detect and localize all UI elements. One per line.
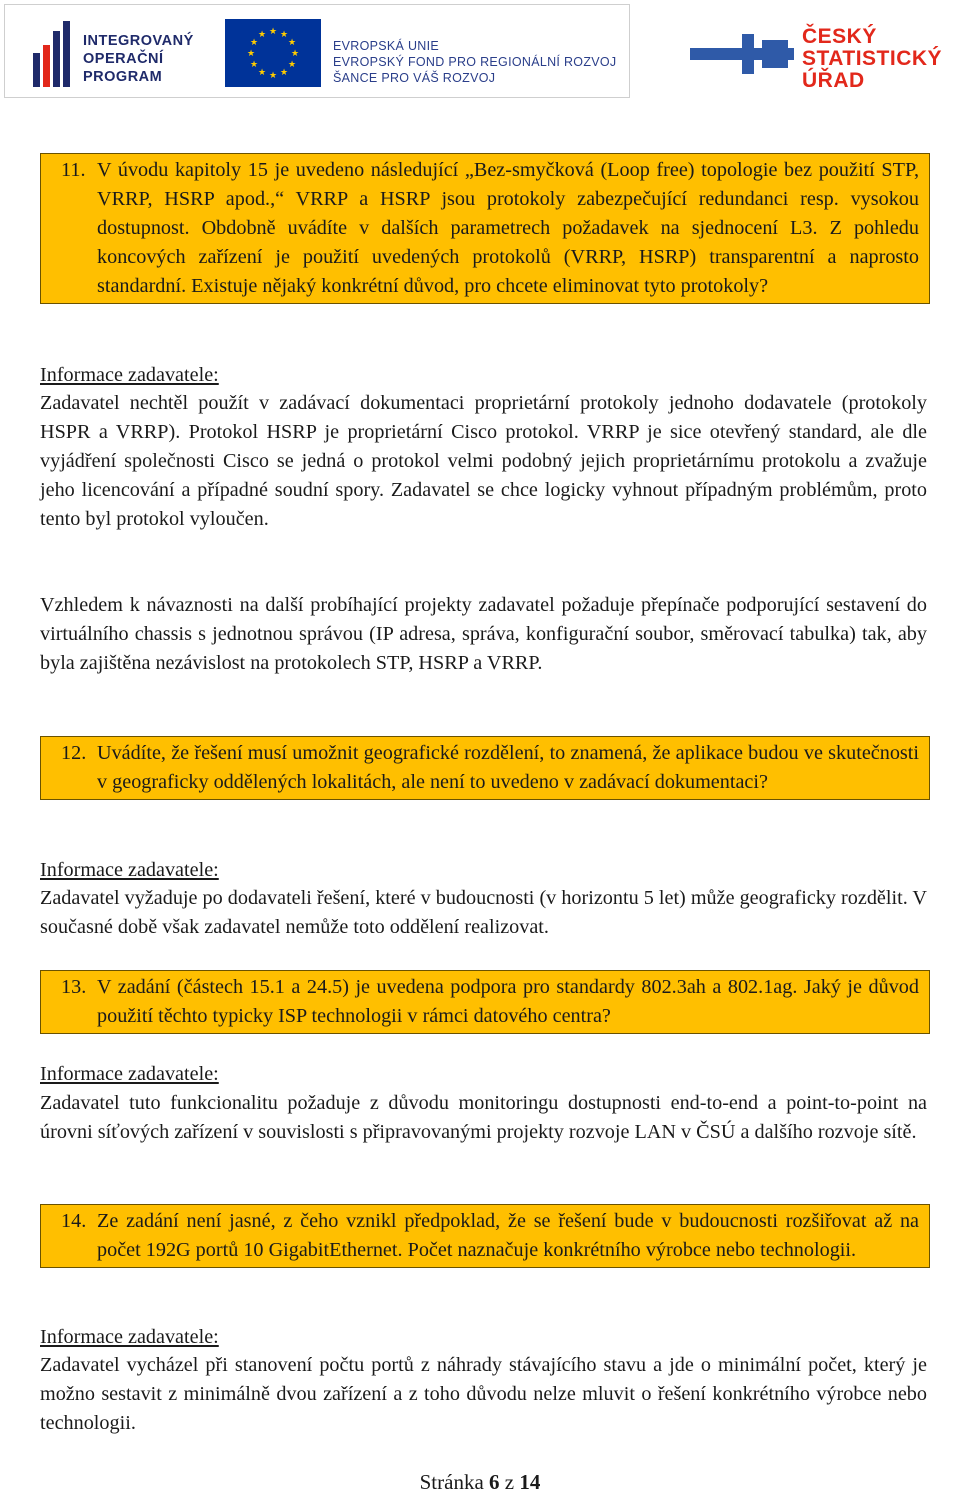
svg-text:★: ★ [268, 71, 278, 81]
svg-text:★: ★ [249, 60, 259, 70]
csu-line-3: ÚŘAD [802, 69, 865, 92]
answer-paragraph: Zadavatel tuto funkcionalitu požaduje z důvodu monitoringu dostupnosti end-to-end a point-to-point na úrovni síťových zařízení v souvislosti s připravovanými projekty rozvoje LAN v ČSÚ a dalšího rozvoje sítě. [40, 1092, 927, 1143]
svg-text:★: ★ [287, 60, 297, 70]
question-11 [40, 153, 930, 304]
svg-text:★: ★ [290, 49, 300, 59]
header-logo-strip [4, 4, 630, 98]
eu-line-1: EVROPSKÁ UNIE [333, 39, 440, 53]
csu-logo-text [802, 26, 942, 92]
question-text: V úvodu kapitoly 15 je uvedeno následující „Bez-smyčková (Loop free) topologie bez použití STP, VRRP, HSRP apod.,“ VRRP a HSRP jsou protokoly zabezpečující redundanci resp. vysokou dostupnost. Obdobně uvádíte v dalších parametrech požadavek na sjednocení L3. Z pohledu koncových zařízení je použití uvedených protokolů (VRRP, HSRP) transparentní a naprosto standardní. Existuje nějaký konkrétní důvod, pro chcete eliminovat tyto protokoly? [97, 159, 919, 297]
question-number: 12. [61, 742, 87, 764]
question-number: 13. [61, 976, 87, 998]
answer-paragraph: Zadavatel vycházel při stanovení počtu portů z náhrady stávajícího stavu a jde o minimální počet, který je možno sestavit z minimálně dvou zařízení a z toho důvodu nelze mluvit o řešení konkrétního výrobce nebo technologii. [40, 1354, 927, 1434]
iop-logo [31, 19, 201, 89]
svg-text:★: ★ [257, 68, 267, 78]
svg-text:★: ★ [287, 38, 297, 48]
csu-mark-icon [690, 32, 794, 76]
question-12 [40, 736, 930, 800]
question-text: Uvádíte, že řešení musí umožnit geografické rozdělení, to znamená, že aplikace budou ve skutečnosti v geograficky oddělených lokalitách, ale není to uvedeno v zadávací dokumentaci? [97, 742, 919, 793]
svg-text:★: ★ [246, 49, 256, 59]
eu-flag-icon [225, 19, 321, 87]
question-14 [40, 1204, 930, 1268]
svg-text:★: ★ [279, 30, 289, 40]
footer-of: z [504, 1470, 515, 1494]
answer-paragraph: Zadavatel nechtěl použít v zadávací dokumentaci proprietární protokoly jednoho dodavatele (protokoly HSPR a VRRP). Protokol HSRP je proprietární Cisco protokol. VRRP je sice otevřený standard, ale dle vyjádření společnosti Cisco se jedná o protokol velmi podobný jejich proprietárnímu protokolu a zvažuje jeho licencování a případné soudní spory. Zadavatel se chce logicky vyhnout případným problémům, proto tento byl protokol vyloučen. [40, 392, 927, 530]
page-footer [0, 1468, 960, 1496]
svg-text:★: ★ [268, 27, 278, 37]
question-number: 14. [61, 1210, 87, 1232]
iop-logo-text [83, 32, 194, 86]
iop-line-1: INTEGROVANÝ [83, 33, 194, 49]
eu-line-2: EVROPSKÝ FOND PRO REGIONÁLNÍ ROZVOJ [333, 55, 617, 69]
iop-bars-icon [31, 19, 75, 89]
question-number: 11. [61, 159, 86, 181]
eu-line-3: ŠANCE PRO VÁŠ ROZVOJ [333, 71, 496, 85]
question-text: V zadání (částech 15.1 a 24.5) je uvedena podpora pro standardy 802.3ah a 802.1ag. Jaký je důvod použití těchto typicky ISP technologii v rámci datového centra? [97, 976, 919, 1027]
csu-logo [690, 24, 950, 100]
iop-line-3: PROGRAM [83, 69, 163, 85]
csu-line-2: STATISTICKÝ [802, 47, 943, 70]
answer-paragraph: Zadavatel vyžaduje po dodavateli řešení, které v budoucnosti (v horizontu 5 let) může geograficky rozdělit. V současné době však zadavatel nemůže toto oddělení realizovat. [40, 887, 928, 938]
footer-page-number: 6 [489, 1470, 500, 1494]
answer-paragraph: Vzhledem k návaznosti na další probíhající projekty zadavatel požaduje přepínače podporující sestavení do virtuálního chassis s jednotnou správou (IP adresa, správa, konfigurační soubor, směrovací tabulka) tak, aby byla zajištěna nezávislost na protokolech STP, HSRP a VRRP. [40, 594, 927, 674]
svg-text:★: ★ [249, 38, 259, 48]
info-heading: Informace zadavatele: [40, 1063, 219, 1085]
iop-line-2: OPERAČNÍ [83, 51, 164, 67]
eu-logo-text [333, 38, 616, 86]
footer-page-total: 14 [519, 1470, 541, 1494]
footer-prefix: Stránka [419, 1470, 484, 1494]
question-text: Ze zadání není jasné, z čeho vznikl předpoklad, že se řešení bude v budoucnosti rozšiřovat až na počet 192G portů 10 GigabitEthernet. Počet naznačuje konkrétního výrobce nebo technologii. [97, 1210, 919, 1261]
info-heading: Informace zadavatele: [40, 364, 219, 386]
info-heading: Informace zadavatele: [40, 1326, 219, 1348]
eu-logo [225, 19, 625, 91]
info-heading: Informace zadavatele: [40, 859, 219, 881]
question-13 [40, 970, 930, 1034]
svg-text:★: ★ [279, 68, 289, 78]
svg-text:★: ★ [257, 30, 267, 40]
csu-line-1: ČESKÝ [802, 25, 877, 48]
